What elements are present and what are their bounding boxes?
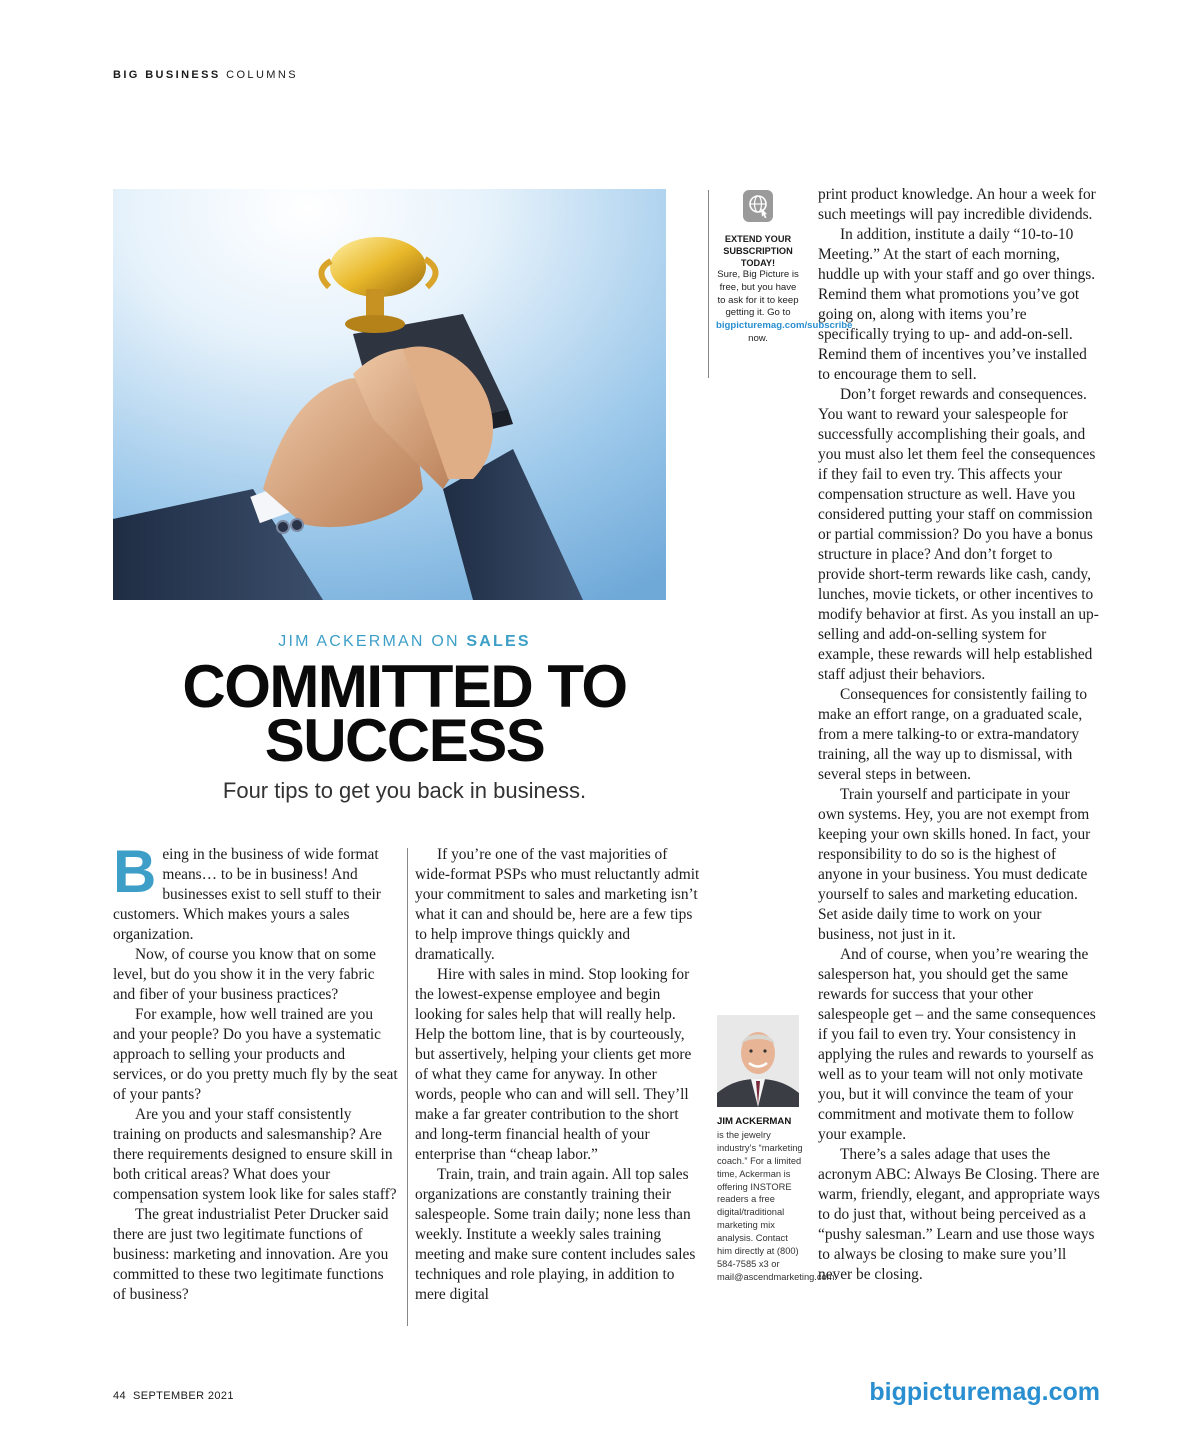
paragraph: Now, of course you know that on some level, but do you show it in the very fabric and fiber of your business practices?: [113, 946, 376, 1003]
paragraph: Hire with sales in mind. Stop looking for the lowest-expense employee and begin looking for sales help that will really help. Help the bottom line, that is by courteously, but assertively, helping your clients get more of what they came for anyway. In other words, people who can and will sell. They’ll make a far greater contribution to the short and long-term financial health of your enterprise than “cheap labor.”: [415, 966, 692, 1163]
paragraph: In addition, institute a daily “10-to-10 Meeting.” At the start of each morning, huddle up with your staff and go over things. Remind them what promotions you’ve got going on, along with items you’re specifically trying to up- and add-on-sell. Remind them of incentives you’ve installed to encourage them to sell.: [818, 226, 1096, 383]
footer-url-link[interactable]: bigpicturemag.com: [869, 1378, 1100, 1406]
paragraph: Are you and your staff consistently training on products and salesmanship? Are there requirements designed to ensure skill in both critical areas? What does your compensation system look like for sales staff?: [113, 1106, 397, 1203]
section-label-bold: BIG BUSINESS: [113, 69, 221, 81]
article-column-1: [113, 838, 399, 1305]
sidebar-text-end: now.: [748, 332, 768, 344]
paragraph: eing in the business of wide format means… to be in business! And businesses exist to sell stuff to their customers. Which makes yours a sales organization.: [113, 846, 381, 943]
paragraph: Train, train, and train again. All top sales organizations are constantly training their salespeople. Some train daily; none less than weekly. Institute a weekly sales training meeting and make sure content includes sales techniques and role playing, in addition to mere digital: [415, 1166, 696, 1303]
sidebar-body: [716, 269, 853, 346]
byline: [113, 633, 696, 651]
sidebar-divider: [708, 190, 709, 378]
byline-topic: SALES: [466, 633, 531, 650]
page-footer: [113, 1390, 234, 1402]
subscribe-link[interactable]: bigpicturemag.com/subscribe: [716, 320, 853, 332]
headline: [113, 653, 696, 774]
paragraph: And of course, when you’re wearing the salesperson hat, you should get the same rewards for success that your other salespeople get – and the same consequences if you fail to even try. Your consistency in applying the rules and rewards to yourself as well as to your team will not only motivate you, but it will convince the team of your commitment and motivate them to follow your example.: [818, 946, 1096, 1143]
deck: Four tips to get you back in business.: [222, 778, 587, 803]
headline-line-1: COMMITTED TO: [182, 653, 627, 720]
paragraph: There’s a sales adage that uses the acronym ABC: Always Be Closing. There are warm, friendly, elegant, and appropriate ways to do just that, without being perceived as a “pushy salesman.” Learn and use those ways to always be closing to make sure you’ll never be closing.: [818, 1146, 1100, 1283]
author-name: JIM ACKERMAN: [717, 1116, 792, 1127]
sidebar-text: Sure, Big Picture is free, but you have to ask for it to keep getting it. Go to: [717, 269, 799, 319]
paragraph: Train yourself and participate in your own systems. Hey, you are not exempt from keeping your own skills honed. In fact, your responsibility to do so is the highest of anyone in your business. You must dedicate yourself to sales and marketing education. Set aside daily time to work on your business, not just in it.: [818, 786, 1091, 943]
author-photo: [717, 1015, 799, 1107]
paragraph: If you’re one of the vast majorities of wide-format PSPs who must reluctantly admit your commitment to sales and marketing isn’t what it can and should be, here are a few tips to help improve things quickly and dramatically.: [415, 846, 700, 963]
headline-line-2: SUCCESS: [264, 707, 545, 774]
subscribe-sidebar: [716, 190, 853, 346]
section-label-rest: COLUMNS: [226, 69, 298, 81]
issue-date: SEPTEMBER 2021: [132, 1390, 234, 1402]
column-divider: [407, 848, 408, 1326]
paragraph: For example, how well trained are you and your people? Do you have a systematic approach to selling your products and services, or do you pretty much fly by the seat of your pants?: [113, 1006, 398, 1103]
dropcap: B: [113, 838, 157, 905]
globe-cursor-icon: [743, 209, 773, 226]
sidebar-title: EXTEND YOUR SUBSCRIPTION TODAY!: [723, 234, 793, 268]
page-number: 44: [113, 1390, 127, 1402]
article-column-3: [818, 185, 1100, 1285]
paragraph: The great industrialist Peter Drucker said there are just two legitimate functions of business: marketing and innovation. Are you committed to these two legitimate functions of business?: [113, 1206, 389, 1303]
article-column-2: [415, 845, 701, 1305]
paragraph: Consequences for consistently failing to make an effort range, on a graduated scale, from a mere talking-to or extra-mandatory training, all the way up to dismissal, with several steps in between.: [818, 686, 1088, 783]
hero-image: [113, 189, 666, 600]
section-label: [113, 69, 298, 81]
author-bio: [717, 1116, 838, 1284]
paragraph: print product knowledge. An hour a week for such meetings will pay incredible dividends.: [818, 186, 1096, 223]
byline-author: JIM ACKERMAN ON: [278, 633, 460, 650]
author-bio-text: is the jewelry industry’s “marketing coach.” For a limited time, Ackerman is offering INSTORE readers a free digital/traditional marketing mix analysis. Contact him directly at (800) 584-7585 x3 or mail@ascendmarketing.com.: [717, 1129, 838, 1282]
paragraph: Don’t forget rewards and consequences. You want to reward your salespeople for successfully accomplishing their goals, and you must also let them feel the consequences if they fail to even try. This affects your compensation structure as well. Have you considered putting your staff on commission or partial commission? Do you have a bonus structure in place? And don’t forget to provide short-term rewards like cash, candy, lunches, movie tickets, or other incentives to modify behavior at first. As you install an up-selling and add-on-selling system for example, these rewards will help established staff adjust their behaviors.: [818, 386, 1099, 683]
